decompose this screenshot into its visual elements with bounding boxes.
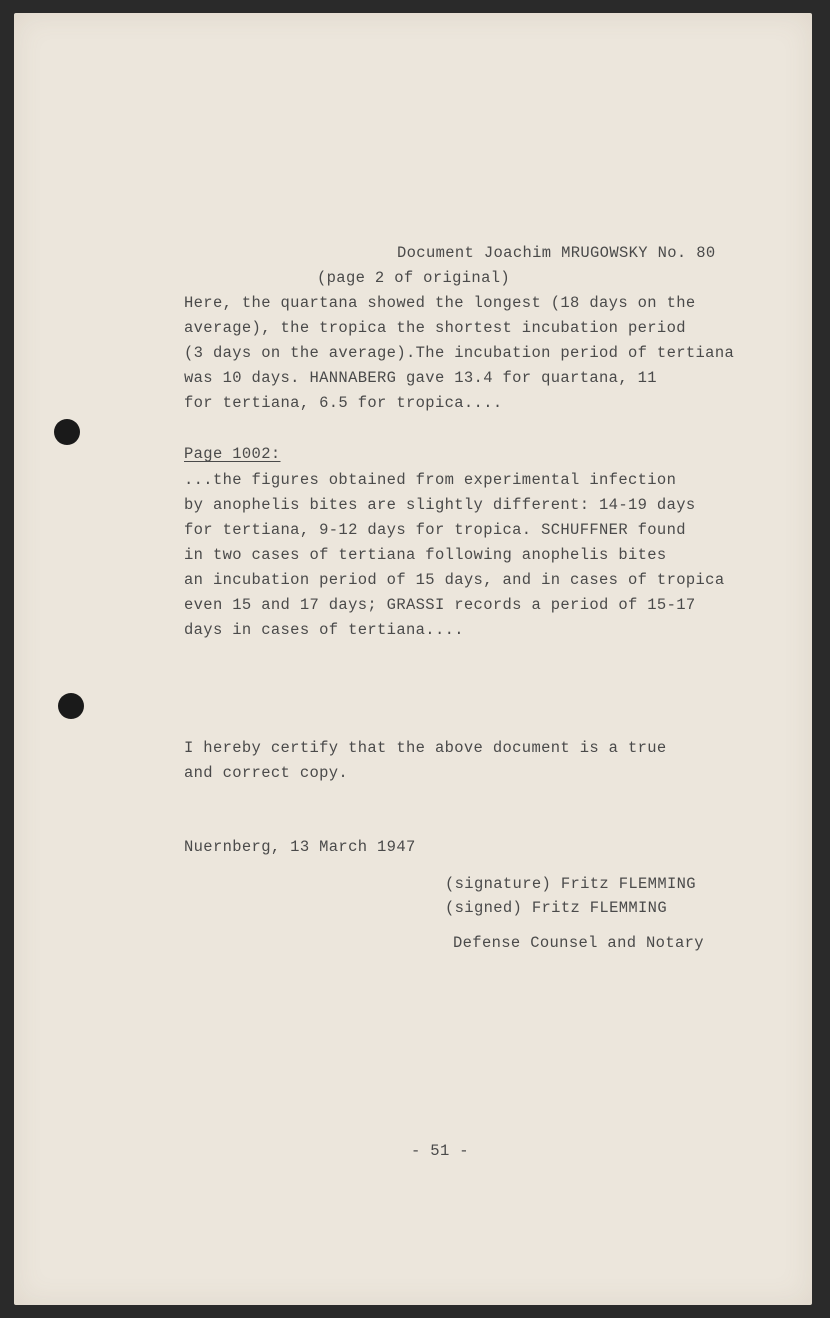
text-line: even 15 and 17 days; GRASSI records a period of 15-17: [184, 596, 696, 614]
text-line: for tertiana, 6.5 for tropica....: [184, 394, 503, 412]
signature-line: (signature) Fritz FLEMMING: [445, 875, 696, 893]
punch-hole: [58, 693, 84, 719]
document-page: [14, 13, 812, 1305]
paragraph-2: [184, 468, 724, 643]
text-line: I hereby certify that the above document is a true: [184, 739, 667, 757]
text-line: ...the figures obtained from experimental infection: [184, 471, 677, 489]
punch-hole: [54, 419, 80, 445]
text-line: and correct copy.: [184, 764, 349, 782]
text-line: (3 days on the average).The incubation period of tertiana: [184, 344, 735, 362]
page-heading: Page 1002:: [184, 445, 281, 463]
text-line: by anophelis bites are slightly different: 14-19 days: [184, 496, 696, 514]
text-line: for tertiana, 9-12 days for tropica. SCHUFFNER found: [184, 521, 686, 539]
certification-statement: [184, 736, 667, 786]
signed-line: (signed) Fritz FLEMMING: [445, 899, 667, 917]
text-line: in two cases of tertiana following anophelis bites: [184, 546, 667, 564]
text-line: was 10 days. HANNABERG gave 13.4 for quartana, 11: [184, 369, 657, 387]
page-number: - 51 -: [411, 1142, 469, 1160]
text-line: average), the tropica the shortest incubation period: [184, 319, 686, 337]
place-and-date: Nuernberg, 13 March 1947: [184, 838, 416, 856]
document-reference: Document Joachim MRUGOWSKY No. 80: [397, 244, 716, 262]
text-line: Here, the quartana showed the longest (18 days on the: [184, 294, 696, 312]
text-line: days in cases of tertiana....: [184, 621, 464, 639]
text-line: an incubation period of 15 days, and in cases of tropica: [184, 571, 725, 589]
page-of-original: (page 2 of original): [317, 269, 511, 287]
signatory-title: Defense Counsel and Notary: [453, 934, 704, 952]
paragraph-1: [184, 291, 734, 416]
